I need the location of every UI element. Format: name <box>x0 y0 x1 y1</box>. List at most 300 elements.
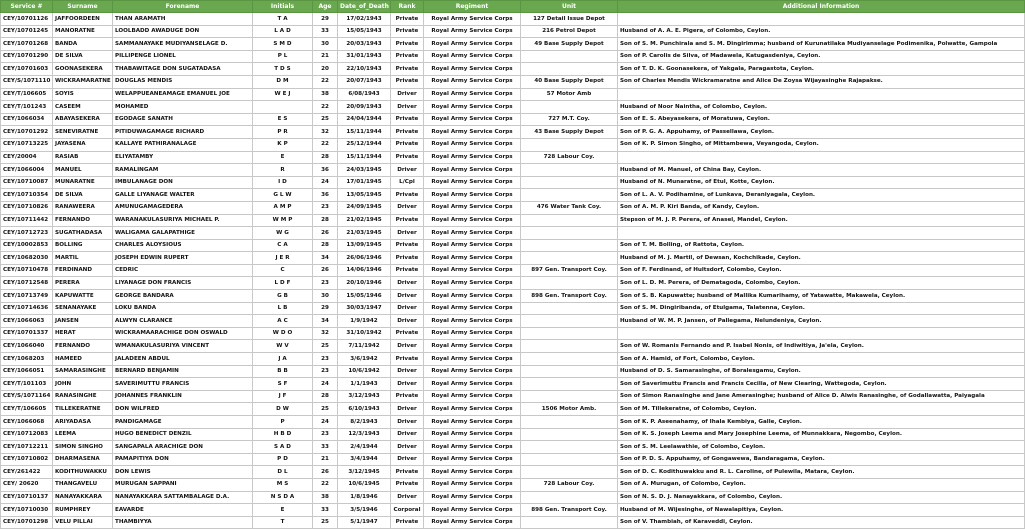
regiment-cell[interactable]: Royal Army Service Corps <box>424 340 521 353</box>
date-of-death-cell[interactable]: 3/6/1942 <box>338 353 391 366</box>
initials-cell[interactable]: L A D <box>253 25 313 38</box>
rank-cell[interactable]: Driver <box>391 164 424 177</box>
unit-cell[interactable] <box>521 327 618 340</box>
regiment-cell[interactable]: Royal Army Service Corps <box>424 504 521 517</box>
age-cell[interactable]: 38 <box>313 88 338 101</box>
initials-cell[interactable]: I D <box>253 176 313 189</box>
age-cell[interactable]: 30 <box>313 38 338 51</box>
regiment-cell[interactable]: Royal Army Service Corps <box>424 378 521 391</box>
surname-cell[interactable]: DE SILVA <box>53 50 113 63</box>
service-number-cell[interactable]: CEY/10002853 <box>1 239 53 252</box>
regiment-cell[interactable]: Royal Army Service Corps <box>424 428 521 441</box>
service-number-cell[interactable]: CEY/10710137 <box>1 491 53 504</box>
additional-information-cell[interactable]: Husband of A. A. E. Pigera, of Colombo, Ceylon. <box>618 25 1025 38</box>
regiment-cell[interactable]: Royal Army Service Corps <box>424 403 521 416</box>
additional-information-cell[interactable]: Son of Saverimuttu Francis and Francis Cecilia, of New Clearing, Wattegoda, Ceylon. <box>618 378 1025 391</box>
service-number-cell[interactable]: CEY/10714636 <box>1 302 53 315</box>
forename-cell[interactable]: WELAPPUEANEAMAGE EMANUEL JOE <box>113 88 253 101</box>
rank-cell[interactable]: Private <box>391 126 424 139</box>
regiment-cell[interactable]: Royal Army Service Corps <box>424 214 521 227</box>
unit-cell[interactable]: 43 Base Supply Depot <box>521 126 618 139</box>
unit-cell[interactable] <box>521 164 618 177</box>
service-number-cell[interactable]: CEY/T/101243 <box>1 101 53 114</box>
date-of-death-cell[interactable]: 1/1/1943 <box>338 378 391 391</box>
service-number-cell[interactable]: CEY/10701337 <box>1 327 53 340</box>
rank-cell[interactable]: Driver <box>391 340 424 353</box>
date-of-death-cell[interactable]: 21/02/1945 <box>338 214 391 227</box>
age-cell[interactable]: 36 <box>313 189 338 202</box>
additional-information-cell[interactable]: Son of Charles Mendis Wickramaratne and Alice De Zoysa Wijayasinghe Rajapakse. <box>618 75 1025 88</box>
rank-cell[interactable]: Private <box>391 151 424 164</box>
surname-cell[interactable]: ABAYASEKERA <box>53 113 113 126</box>
forename-cell[interactable]: SAVERIMUTTU FRANCIS <box>113 378 253 391</box>
additional-information-cell[interactable] <box>618 13 1025 26</box>
service-number-cell[interactable]: CEY/10711442 <box>1 214 53 227</box>
additional-information-cell[interactable] <box>618 327 1025 340</box>
date-of-death-cell[interactable]: 12/3/1943 <box>338 428 391 441</box>
age-cell[interactable]: 26 <box>313 466 338 479</box>
forename-cell[interactable]: SANGAPALA ARACHIGE DON <box>113 441 253 454</box>
rank-cell[interactable]: Driver <box>391 378 424 391</box>
unit-cell[interactable] <box>521 138 618 151</box>
forename-cell[interactable]: JOSEPH EDWIN RUPERT <box>113 252 253 265</box>
forename-cell[interactable]: LIYANAGE DON FRANCIS <box>113 277 253 290</box>
unit-cell[interactable] <box>521 176 618 189</box>
rank-cell[interactable]: Private <box>391 138 424 151</box>
surname-cell[interactable]: RANAWEERA <box>53 201 113 214</box>
surname-cell[interactable]: DHARMASENA <box>53 453 113 466</box>
age-cell[interactable]: 38 <box>313 491 338 504</box>
service-number-cell[interactable]: CEY/10701603 <box>1 63 53 76</box>
service-number-cell[interactable]: CEY/10712723 <box>1 227 53 240</box>
unit-cell[interactable] <box>521 466 618 479</box>
age-cell[interactable]: 22 <box>313 138 338 151</box>
age-cell[interactable]: 25 <box>313 113 338 126</box>
surname-cell[interactable]: LEEMA <box>53 428 113 441</box>
initials-cell[interactable]: E <box>253 151 313 164</box>
service-number-cell[interactable]: CEY/1066040 <box>1 340 53 353</box>
surname-cell[interactable]: MANUEL <box>53 164 113 177</box>
additional-information-cell[interactable]: Son of P. Carolis de Silva, of Madawela, Katugasdeniya, Ceylon. <box>618 50 1025 63</box>
date-of-death-cell[interactable]: 31/01/1943 <box>338 50 391 63</box>
age-cell[interactable]: 22 <box>313 478 338 491</box>
additional-information-cell[interactable]: Son of A. Murugan, of Colombo, Ceylon. <box>618 478 1025 491</box>
service-number-cell[interactable]: CEY/S/1071164 <box>1 390 53 403</box>
initials-cell[interactable]: J F <box>253 390 313 403</box>
forename-cell[interactable]: CHARLES ALOYSIOUS <box>113 239 253 252</box>
service-number-cell[interactable]: CEY/1066063 <box>1 315 53 328</box>
date-of-death-cell[interactable]: 30/03/1947 <box>338 302 391 315</box>
col-date-of-death-header[interactable]: Date_of_Death <box>338 1 391 13</box>
unit-cell[interactable]: 57 Motor Amb <box>521 88 618 101</box>
service-number-cell[interactable]: CEY/10713749 <box>1 290 53 303</box>
rank-cell[interactable]: Driver <box>391 453 424 466</box>
surname-cell[interactable]: WICKRAMARATNE <box>53 75 113 88</box>
surname-cell[interactable]: GOONASEKERA <box>53 63 113 76</box>
age-cell[interactable]: 22 <box>313 101 338 114</box>
unit-cell[interactable] <box>521 441 618 454</box>
additional-information-cell[interactable]: Son of L. D. M. Perera, of Dematagoda, Colombo, Ceylon. <box>618 277 1025 290</box>
age-cell[interactable]: 33 <box>313 504 338 517</box>
initials-cell[interactable]: S A D <box>253 441 313 454</box>
regiment-cell[interactable]: Royal Army Service Corps <box>424 453 521 466</box>
regiment-cell[interactable]: Royal Army Service Corps <box>424 365 521 378</box>
rank-cell[interactable]: Private <box>391 353 424 366</box>
regiment-cell[interactable]: Royal Army Service Corps <box>424 252 521 265</box>
initials-cell[interactable]: J A <box>253 353 313 366</box>
age-cell[interactable]: 25 <box>313 340 338 353</box>
rank-cell[interactable]: Driver <box>391 315 424 328</box>
forename-cell[interactable]: WARANAKULASURIYA MICHAEL P. <box>113 214 253 227</box>
age-cell[interactable]: 23 <box>313 201 338 214</box>
service-number-cell[interactable]: CEY/10710478 <box>1 264 53 277</box>
regiment-cell[interactable]: Royal Army Service Corps <box>424 113 521 126</box>
initials-cell[interactable]: C A <box>253 239 313 252</box>
surname-cell[interactable]: JANSEN <box>53 315 113 328</box>
date-of-death-cell[interactable]: 20/10/1946 <box>338 277 391 290</box>
forename-cell[interactable]: THAMBIYYA <box>113 516 253 529</box>
unit-cell[interactable] <box>521 239 618 252</box>
initials-cell[interactable]: P R <box>253 126 313 139</box>
age-cell[interactable]: 26 <box>313 264 338 277</box>
service-number-cell[interactable]: CEY/10710087 <box>1 176 53 189</box>
service-number-cell[interactable]: CEY/1066034 <box>1 113 53 126</box>
age-cell[interactable]: 34 <box>313 315 338 328</box>
initials-cell[interactable]: G L W <box>253 189 313 202</box>
initials-cell[interactable]: W E J <box>253 88 313 101</box>
surname-cell[interactable]: JAYASENA <box>53 138 113 151</box>
date-of-death-cell[interactable]: 1/8/1946 <box>338 491 391 504</box>
rank-cell[interactable]: Private <box>391 189 424 202</box>
initials-cell[interactable]: L B <box>253 302 313 315</box>
age-cell[interactable]: 23 <box>313 353 338 366</box>
additional-information-cell[interactable]: Son of S. M. Punchirala and S. M. Dingirimma; husband of Kurunatilaka Mudiyanselage Podimenika, Polwatte, Gampola <box>618 38 1025 51</box>
date-of-death-cell[interactable]: 14/06/1946 <box>338 264 391 277</box>
surname-cell[interactable]: MANORATNE <box>53 25 113 38</box>
additional-information-cell[interactable]: Son of K. S. Joseph Leema and Mary Josephine Leema, of Munnakkara, Negombo, Ceylon. <box>618 428 1025 441</box>
additional-information-cell[interactable] <box>618 151 1025 164</box>
regiment-cell[interactable]: Royal Army Service Corps <box>424 201 521 214</box>
additional-information-cell[interactable]: Son of Simon Ranasinghe and Jane Amerasinghe; husband of Alice D. Alwis Ranasinghe, of Godallawatta, Paiyagala <box>618 390 1025 403</box>
additional-information-cell[interactable]: Son of W. Romanis Fernando and P. Isabel Nonis, of Indiwitiya, Ja'ela, Ceylon. <box>618 340 1025 353</box>
additional-information-cell[interactable]: Son of K. P. Simon Singho, of Mittambewa, Veyangoda, Ceylon. <box>618 138 1025 151</box>
forename-cell[interactable]: LOOLBADD AWADUGE DON <box>113 25 253 38</box>
date-of-death-cell[interactable]: 8/2/1943 <box>338 416 391 429</box>
surname-cell[interactable]: FERNANDO <box>53 340 113 353</box>
unit-cell[interactable]: 728 Labour Coy. <box>521 151 618 164</box>
unit-cell[interactable] <box>521 277 618 290</box>
service-number-cell[interactable]: CEY/10701292 <box>1 126 53 139</box>
surname-cell[interactable]: FERNANDO <box>53 214 113 227</box>
age-cell[interactable]: 29 <box>313 13 338 26</box>
initials-cell[interactable]: W V <box>253 340 313 353</box>
unit-cell[interactable] <box>521 315 618 328</box>
surname-cell[interactable]: MUNARATNE <box>53 176 113 189</box>
additional-information-cell[interactable]: Husband of M. J. Martil, of Dewsan, Kochchikade, Ceylon. <box>618 252 1025 265</box>
service-number-cell[interactable]: CEY/10710802 <box>1 453 53 466</box>
service-number-cell[interactable]: CEY/10713225 <box>1 138 53 151</box>
forename-cell[interactable]: JALADEEN ABDUL <box>113 353 253 366</box>
initials-cell[interactable]: M S <box>253 478 313 491</box>
date-of-death-cell[interactable]: 22/10/1943 <box>338 63 391 76</box>
initials-cell[interactable]: D W <box>253 403 313 416</box>
initials-cell[interactable]: J E R <box>253 252 313 265</box>
age-cell[interactable]: 29 <box>313 302 338 315</box>
unit-cell[interactable]: 476 Water Tank Coy. <box>521 201 618 214</box>
regiment-cell[interactable]: Royal Army Service Corps <box>424 290 521 303</box>
date-of-death-cell[interactable]: 17/02/1943 <box>338 13 391 26</box>
surname-cell[interactable]: TILLEKERATNE <box>53 403 113 416</box>
initials-cell[interactable]: C <box>253 264 313 277</box>
rank-cell[interactable]: Driver <box>391 491 424 504</box>
initials-cell[interactable]: H B D <box>253 428 313 441</box>
rank-cell[interactable]: Private <box>391 252 424 265</box>
date-of-death-cell[interactable]: 13/09/1945 <box>338 239 391 252</box>
regiment-cell[interactable]: Royal Army Service Corps <box>424 390 521 403</box>
forename-cell[interactable]: PILLIPENGE LIONEL <box>113 50 253 63</box>
unit-cell[interactable] <box>521 378 618 391</box>
unit-cell[interactable]: 728 Labour Coy. <box>521 478 618 491</box>
service-number-cell[interactable]: CEY/10712083 <box>1 428 53 441</box>
unit-cell[interactable] <box>521 252 618 265</box>
regiment-cell[interactable]: Royal Army Service Corps <box>424 416 521 429</box>
rank-cell[interactable]: Private <box>391 13 424 26</box>
age-cell[interactable]: 21 <box>313 453 338 466</box>
regiment-cell[interactable]: Royal Army Service Corps <box>424 441 521 454</box>
unit-cell[interactable]: 127 Detail Issue Depot <box>521 13 618 26</box>
date-of-death-cell[interactable]: 3/12/1943 <box>338 390 391 403</box>
date-of-death-cell[interactable]: 24/04/1944 <box>338 113 391 126</box>
surname-cell[interactable]: PERERA <box>53 277 113 290</box>
unit-cell[interactable] <box>521 101 618 114</box>
surname-cell[interactable]: JAFFOORDEEN <box>53 13 113 26</box>
regiment-cell[interactable]: Royal Army Service Corps <box>424 315 521 328</box>
additional-information-cell[interactable]: Son of A. Hamid, of Fort, Colombo, Ceylon. <box>618 353 1025 366</box>
col-additional-information-header[interactable]: Additional Information <box>618 1 1025 13</box>
regiment-cell[interactable]: Royal Army Service Corps <box>424 101 521 114</box>
unit-cell[interactable] <box>521 302 618 315</box>
surname-cell[interactable]: JOHN <box>53 378 113 391</box>
forename-cell[interactable]: DON LEWIS <box>113 466 253 479</box>
service-number-cell[interactable]: CEY/T/106605 <box>1 88 53 101</box>
forename-cell[interactable]: KALLAYE PATHIRANALAGE <box>113 138 253 151</box>
regiment-cell[interactable]: Royal Army Service Corps <box>424 302 521 315</box>
forename-cell[interactable]: WICKRAMAARACHIGE DON OSWALD <box>113 327 253 340</box>
age-cell[interactable]: 33 <box>313 25 338 38</box>
date-of-death-cell[interactable]: 7/11/1942 <box>338 340 391 353</box>
surname-cell[interactable]: HAMEED <box>53 353 113 366</box>
additional-information-cell[interactable]: Son of S. M. Dingiribanda, of Etulgama, Talatenna, Ceylon. <box>618 302 1025 315</box>
age-cell[interactable]: 32 <box>313 126 338 139</box>
service-number-cell[interactable]: CEY/261422 <box>1 466 53 479</box>
col-initials-header[interactable]: Initials <box>253 1 313 13</box>
initials-cell[interactable]: A M P <box>253 201 313 214</box>
surname-cell[interactable]: RASIAB <box>53 151 113 164</box>
date-of-death-cell[interactable]: 10/6/1942 <box>338 365 391 378</box>
service-number-cell[interactable]: CEY/10701245 <box>1 25 53 38</box>
additional-information-cell[interactable]: Son of T. M. Bolling, of Rattota, Ceylon. <box>618 239 1025 252</box>
service-number-cell[interactable]: CEY/10710354 <box>1 189 53 202</box>
rank-cell[interactable]: Private <box>391 25 424 38</box>
rank-cell[interactable]: Private <box>391 50 424 63</box>
surname-cell[interactable]: MARTIL <box>53 252 113 265</box>
date-of-death-cell[interactable]: 15/05/1943 <box>338 25 391 38</box>
surname-cell[interactable]: NANAYAKKARA <box>53 491 113 504</box>
initials-cell[interactable]: T D S <box>253 63 313 76</box>
rank-cell[interactable]: Driver <box>391 88 424 101</box>
surname-cell[interactable]: DE SILVA <box>53 189 113 202</box>
service-number-cell[interactable]: CEY/10712548 <box>1 277 53 290</box>
surname-cell[interactable]: FERDINAND <box>53 264 113 277</box>
col-unit-header[interactable]: Unit <box>521 1 618 13</box>
service-number-cell[interactable]: CEY/10701290 <box>1 50 53 63</box>
initials-cell[interactable]: D M <box>253 75 313 88</box>
forename-cell[interactable]: AMUNUGAMAGEDERA <box>113 201 253 214</box>
regiment-cell[interactable]: Royal Army Service Corps <box>424 516 521 529</box>
age-cell[interactable]: 28 <box>313 151 338 164</box>
date-of-death-cell[interactable]: 26/06/1946 <box>338 252 391 265</box>
service-number-cell[interactable]: CEY/10701298 <box>1 516 53 529</box>
additional-information-cell[interactable]: Husband of N. Munaratne, of Etul, Kotte, Ceylon. <box>618 176 1025 189</box>
age-cell[interactable]: 24 <box>313 378 338 391</box>
unit-cell[interactable] <box>521 63 618 76</box>
rank-cell[interactable]: Driver <box>391 416 424 429</box>
service-number-cell[interactable]: CEY/10710826 <box>1 201 53 214</box>
initials-cell[interactable]: B B <box>253 365 313 378</box>
unit-cell[interactable]: 216 Petrol Depot <box>521 25 618 38</box>
initials-cell[interactable]: T A <box>253 13 313 26</box>
additional-information-cell[interactable]: Son of P. D. S. Appuhamy, of Gongawewa, Bandaragama, Ceylon. <box>618 453 1025 466</box>
additional-information-cell[interactable]: Son of D. C. Kodithuwakku and R. L. Caroline, of Pulewila, Matara, Ceylon. <box>618 466 1025 479</box>
forename-cell[interactable]: WMANAKULASURIYA VINCENT <box>113 340 253 353</box>
date-of-death-cell[interactable]: 5/1/1947 <box>338 516 391 529</box>
date-of-death-cell[interactable]: 3/12/1945 <box>338 466 391 479</box>
rank-cell[interactable]: Private <box>391 264 424 277</box>
forename-cell[interactable]: ALWYN CLARANCE <box>113 315 253 328</box>
initials-cell[interactable]: P L <box>253 50 313 63</box>
service-number-cell[interactable]: CEY/T/106605 <box>1 403 53 416</box>
additional-information-cell[interactable]: Son of T. D. K. Goonasekera, of Yakgala, Paragastota, Ceylon. <box>618 63 1025 76</box>
additional-information-cell[interactable]: Husband of D. S. Samarasinghe, of Boralesgamu, Ceylon. <box>618 365 1025 378</box>
regiment-cell[interactable]: Royal Army Service Corps <box>424 227 521 240</box>
regiment-cell[interactable]: Royal Army Service Corps <box>424 176 521 189</box>
forename-cell[interactable]: ELIYATAMBY <box>113 151 253 164</box>
forename-cell[interactable]: GEORGE BANDARA <box>113 290 253 303</box>
rank-cell[interactable]: Private <box>391 478 424 491</box>
date-of-death-cell[interactable]: 21/03/1945 <box>338 227 391 240</box>
rank-cell[interactable]: Driver <box>391 428 424 441</box>
initials-cell[interactable]: K P <box>253 138 313 151</box>
unit-cell[interactable] <box>521 491 618 504</box>
regiment-cell[interactable]: Royal Army Service Corps <box>424 264 521 277</box>
forename-cell[interactable]: BERNARD BENJAMIN <box>113 365 253 378</box>
service-number-cell[interactable]: CEY/10701268 <box>1 38 53 51</box>
additional-information-cell[interactable]: Son of S. M. Leelawathie, of Colombo, Ceylon. <box>618 441 1025 454</box>
initials-cell[interactable] <box>253 101 313 114</box>
date-of-death-cell[interactable]: 2/4/1944 <box>338 441 391 454</box>
rank-cell[interactable]: L/Cpl <box>391 176 424 189</box>
surname-cell[interactable]: VELU PILLAI <box>53 516 113 529</box>
date-of-death-cell[interactable]: 10/6/1945 <box>338 478 391 491</box>
regiment-cell[interactable]: Royal Army Service Corps <box>424 277 521 290</box>
forename-cell[interactable]: PAMAPITIYA DON <box>113 453 253 466</box>
date-of-death-cell[interactable]: 31/10/1942 <box>338 327 391 340</box>
rank-cell[interactable]: Driver <box>391 302 424 315</box>
unit-cell[interactable] <box>521 516 618 529</box>
service-number-cell[interactable]: CEY/T/101103 <box>1 378 53 391</box>
forename-cell[interactable]: SAMMANAYAKE MUDIYANSELAGE D. <box>113 38 253 51</box>
additional-information-cell[interactable]: Son of N. S. D. J. Nanayakkara, of Colombo, Ceylon. <box>618 491 1025 504</box>
forename-cell[interactable]: DOUGLAS MENDIS <box>113 75 253 88</box>
additional-information-cell[interactable]: Husband of M. Manuel, of China Bay, Ceylon. <box>618 164 1025 177</box>
initials-cell[interactable]: W G <box>253 227 313 240</box>
forename-cell[interactable]: RAMALINGAM <box>113 164 253 177</box>
forename-cell[interactable]: IMBULANAGE DON <box>113 176 253 189</box>
service-number-cell[interactable]: CEY/S/1071110 <box>1 75 53 88</box>
initials-cell[interactable]: W M P <box>253 214 313 227</box>
rank-cell[interactable]: Private <box>391 390 424 403</box>
col-regiment-header[interactable]: Regiment <box>424 1 521 13</box>
regiment-cell[interactable]: Royal Army Service Corps <box>424 138 521 151</box>
initials-cell[interactable]: G B <box>253 290 313 303</box>
date-of-death-cell[interactable]: 1/9/1942 <box>338 315 391 328</box>
date-of-death-cell[interactable]: 15/05/1946 <box>338 290 391 303</box>
rank-cell[interactable]: Driver <box>391 101 424 114</box>
date-of-death-cell[interactable]: 17/01/1945 <box>338 176 391 189</box>
forename-cell[interactable]: MURUGAN SAPPANI <box>113 478 253 491</box>
surname-cell[interactable]: SAMARASINGHE <box>53 365 113 378</box>
regiment-cell[interactable]: Royal Army Service Corps <box>424 478 521 491</box>
regiment-cell[interactable]: Royal Army Service Corps <box>424 13 521 26</box>
regiment-cell[interactable]: Royal Army Service Corps <box>424 88 521 101</box>
rank-cell[interactable]: Driver <box>391 227 424 240</box>
unit-cell[interactable]: 898 Gen. Transport Coy. <box>521 290 618 303</box>
service-number-cell[interactable]: CEY/10701126 <box>1 13 53 26</box>
unit-cell[interactable]: 727 M.T. Coy. <box>521 113 618 126</box>
regiment-cell[interactable]: Royal Army Service Corps <box>424 50 521 63</box>
surname-cell[interactable]: SOYIS <box>53 88 113 101</box>
unit-cell[interactable] <box>521 214 618 227</box>
initials-cell[interactable]: R <box>253 164 313 177</box>
surname-cell[interactable]: BOLLING <box>53 239 113 252</box>
surname-cell[interactable]: BANDA <box>53 38 113 51</box>
date-of-death-cell[interactable]: 20/03/1943 <box>338 38 391 51</box>
initials-cell[interactable]: P D <box>253 453 313 466</box>
additional-information-cell[interactable]: Son of A. M. P. Kiri Banda, of Kandy, Ceylon. <box>618 201 1025 214</box>
forename-cell[interactable]: WALIGAMA GALAPATHIGE <box>113 227 253 240</box>
unit-cell[interactable] <box>521 390 618 403</box>
additional-information-cell[interactable]: Husband of W. M. P. Jansen, of Pallegama, Nelundeniya, Ceylon. <box>618 315 1025 328</box>
additional-information-cell[interactable]: Son of M. Tillekeratne, of Colombo, Ceylon. <box>618 403 1025 416</box>
additional-information-cell[interactable]: Husband of M. Wijesinghe, of Nawalapitiya, Ceylon. <box>618 504 1025 517</box>
forename-cell[interactable]: CEDRIC <box>113 264 253 277</box>
unit-cell[interactable] <box>521 340 618 353</box>
service-number-cell[interactable]: CEY/20004 <box>1 151 53 164</box>
forename-cell[interactable]: THABAWITAGE DON SUGATADASA <box>113 63 253 76</box>
surname-cell[interactable]: CASEEM <box>53 101 113 114</box>
date-of-death-cell[interactable]: 6/10/1943 <box>338 403 391 416</box>
regiment-cell[interactable]: Royal Army Service Corps <box>424 491 521 504</box>
service-number-cell[interactable]: CEY/10710030 <box>1 504 53 517</box>
additional-information-cell[interactable]: Son of P. G. A. Appuhamy, of Passellawa, Ceylon. <box>618 126 1025 139</box>
initials-cell[interactable]: S M D <box>253 38 313 51</box>
regiment-cell[interactable]: Royal Army Service Corps <box>424 126 521 139</box>
rank-cell[interactable]: Private <box>391 38 424 51</box>
age-cell[interactable]: 24 <box>313 416 338 429</box>
service-number-cell[interactable]: CEY/1066004 <box>1 164 53 177</box>
unit-cell[interactable]: 40 Base Supply Depot <box>521 75 618 88</box>
forename-cell[interactable]: PITIDUWAGAMAGE RICHARD <box>113 126 253 139</box>
